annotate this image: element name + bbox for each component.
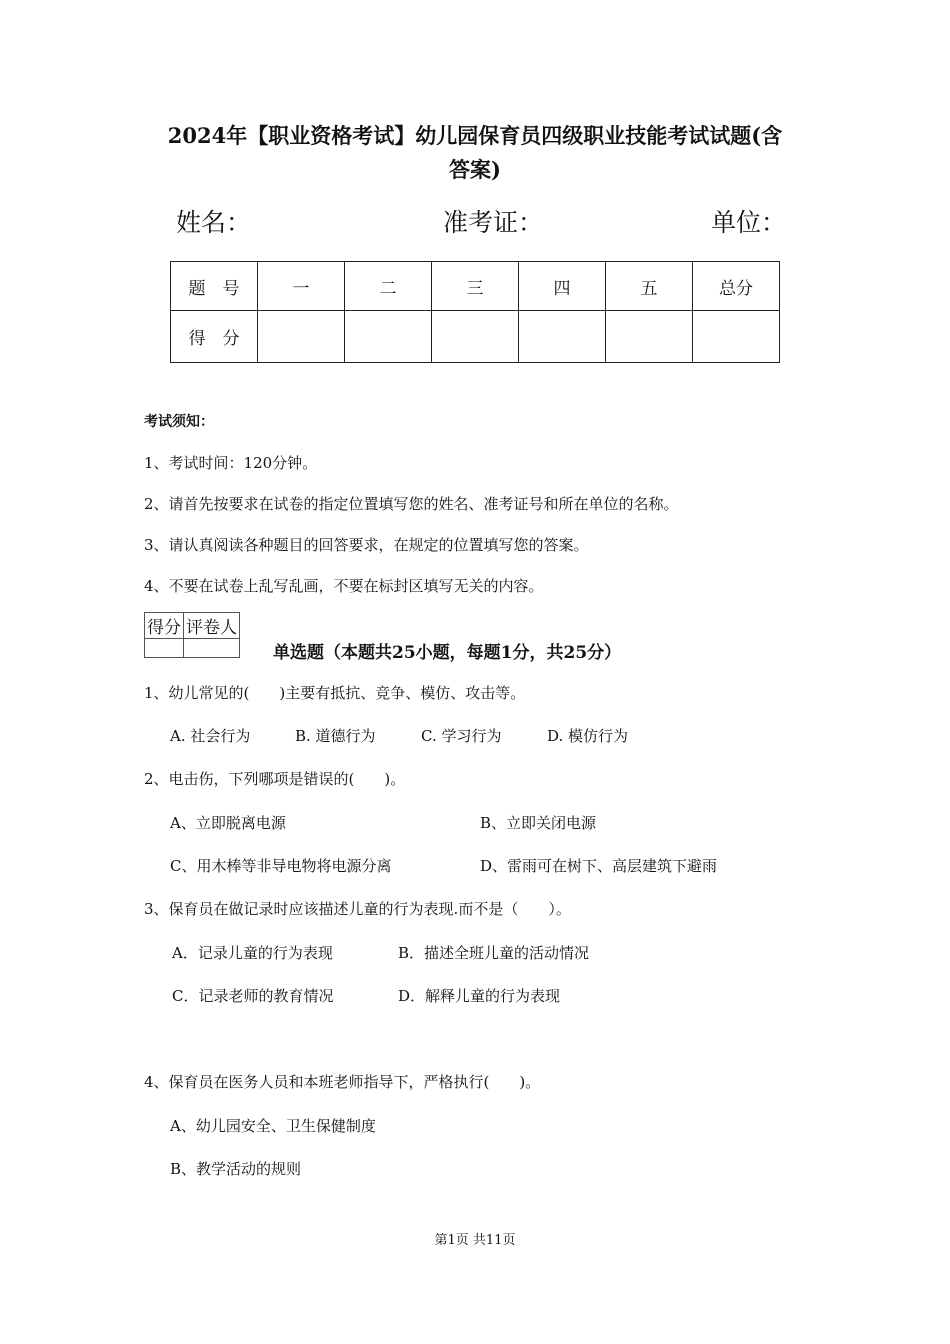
- score-input-cell[interactable]: [432, 311, 519, 363]
- grader-box: [144, 612, 240, 658]
- grader-score-cell[interactable]: [145, 639, 184, 658]
- score-table-cell: 一: [258, 262, 345, 311]
- notice-item: 1、考试时间：120分钟。: [144, 454, 318, 472]
- name-field-label: 姓名：: [176, 208, 252, 237]
- score-table-cell: 四: [519, 262, 606, 311]
- question-option: C．记录老师的教育情况: [172, 987, 334, 1005]
- question-option: B．描述全班儿童的活动情况: [398, 944, 590, 962]
- score-table-cell: 二: [345, 262, 432, 311]
- exam-number-field-label: 准考证：: [443, 208, 544, 237]
- question-option: D．解释儿童的行为表现: [398, 987, 561, 1005]
- question-option: A. 社会行为: [170, 727, 251, 745]
- score-table-cell: 三: [432, 262, 519, 311]
- document-title-line1: 2024年【职业资格考试】幼儿园保育员四级职业技能考试试题(含: [167, 123, 783, 148]
- document-title-line2: 答案): [449, 157, 501, 182]
- page-footer: 第1页 共11页: [434, 1233, 516, 1248]
- question-option: B、立即关闭电源: [480, 814, 597, 832]
- question-option: A、幼儿园安全、卫生保健制度: [170, 1117, 376, 1135]
- score-input-cell[interactable]: [519, 311, 606, 363]
- grader-name-cell[interactable]: [184, 639, 240, 658]
- grader-score-label: 得分: [145, 613, 184, 639]
- score-table: [170, 261, 780, 363]
- score-table-cell: 得 分: [171, 311, 258, 363]
- score-input-cell[interactable]: [606, 311, 693, 363]
- score-input-cell[interactable]: [693, 311, 780, 363]
- question-stem: 1、幼儿常见的( )主要有抵抗、竞争、模仿、攻击等。: [144, 684, 526, 702]
- notice-title: 考试须知：: [144, 414, 214, 430]
- question-option: D. 模仿行为: [547, 727, 629, 745]
- question-stem: 2、电击伤，下列哪项是错误的( )。: [144, 770, 406, 788]
- question-option: A、立即脱离电源: [170, 814, 286, 832]
- question-option: B、教学活动的规则: [170, 1160, 302, 1178]
- score-table-score-row: [171, 311, 780, 363]
- question-option: B. 道德行为: [295, 727, 376, 745]
- score-table-cell: 总分: [693, 262, 780, 311]
- score-table-cell: 五: [606, 262, 693, 311]
- question-option: C、用木棒等非导电物将电源分离: [170, 857, 392, 875]
- grader-name-label: 评卷人: [184, 613, 240, 639]
- section-title: 单选题（本题共25小题，每题1分，共25分）: [273, 643, 622, 663]
- question-option: C. 学习行为: [421, 727, 502, 745]
- score-table-header-row: [171, 262, 780, 311]
- question-option: D、雷雨可在树下、高层建筑下避雨: [480, 857, 718, 875]
- question-stem: 4、保育员在医务人员和本班老师指导下，严格执行( )。: [144, 1073, 541, 1091]
- notice-item: 4、不要在试卷上乱写乱画，不要在标封区填写无关的内容。: [144, 577, 544, 595]
- score-input-cell[interactable]: [345, 311, 432, 363]
- question-stem: 3、保育员在做记录时应该描述儿童的行为表现.而不是（ ）。: [144, 900, 571, 918]
- notice-item: 3、请认真阅读各种题目的回答要求，在规定的位置填写您的答案。: [144, 536, 589, 554]
- question-option: A．记录儿童的行为表现: [172, 944, 333, 962]
- score-table-cell: 题 号: [171, 262, 258, 311]
- score-input-cell[interactable]: [258, 311, 345, 363]
- unit-field-label: 单位：: [711, 208, 787, 237]
- notice-item: 2、请首先按要求在试卷的指定位置填写您的姓名、准考证号和所在单位的名称。: [144, 495, 679, 513]
